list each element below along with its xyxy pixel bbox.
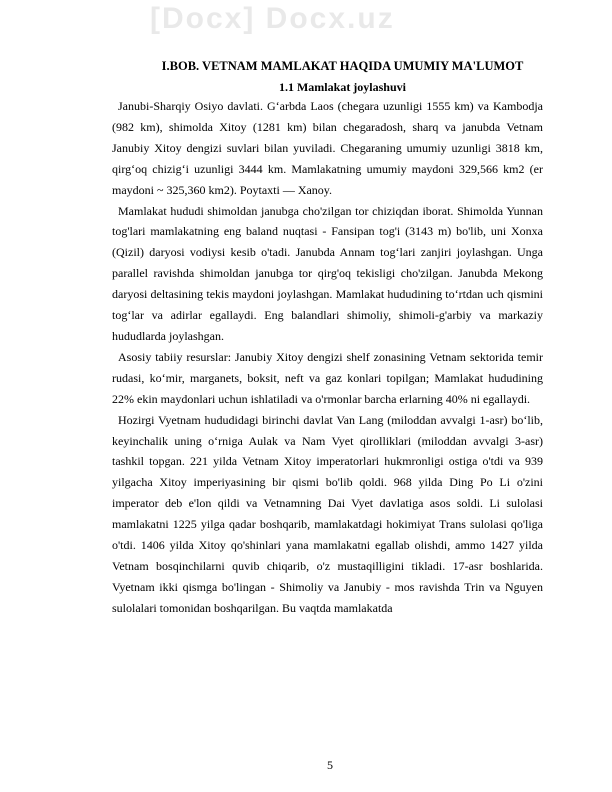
- page-number: 5: [327, 758, 333, 772]
- paragraph-relief: Mamlakat hududi shimoldan janubga cho'zilgan tor chiziqdan iborat. Shimolda Yunnan tog'lari mamlakatning eng baland nuqtasi - Fansipan tog'i (3143 m) bo'lib, uni Xonxa (Qizil) daryosi vodiysi kesib o'tadi. Janubda Annam tog‘lari zanjiri joylashgan. Unga parallel ravishda shimoldan janubga tor qirg'oq tekisligi cho'zilgan. Janubda Mekong daryosi deltasining tekis maydoni joylashgan. Mamlakat hududining to‘rtdan uch qismini tog‘lar va adirlar egallaydi. Eng balandlari shimoliy, shimoli-g'arbiy va markaziy hududlarda joylashgan.: [112, 203, 543, 343]
- paragraph-resources: Asosiy tabiiy resurslar: Janubiy Xitoy dengizi shelf zonasining Vetnam sektorida temir rudasi, ko‘mir, marganets, boksit, neft va gaz konlari topilgan; Mamlakat hududining 22% ekin maydonlari uchun ishlatiladi va o'rmonlar barcha erlarning 40% ni egallaydi.: [112, 349, 543, 406]
- section-heading: 1.1 Mamlakat joylashuvi: [278, 80, 406, 94]
- chapter-heading: I.BOB. VETNAM MAMLAKAT HAQIDA UMUMIY MA'LUMOT: [161, 59, 524, 73]
- watermark: [Docx] Docx.uz: [150, 2, 395, 35]
- paragraph-history: Hozirgi Vyetnam hududidagi birinchi davlat Van Lang (miloddan avvalgi 1-asr) bo‘lib, keyinchalik uning o‘rniga Aulak va Nam Vyet qirolliklari (miloddan avvalgi 3-asr) tashkil topgan. 221 yilda Vetnam Xitoy imperatorlari hukmronligi ostiga o'tdi va 939 yilgacha Xitoy imperiyasining bir qismi bo'lib qoldi. 968 yilda Ding Po Li o'zini imperator deb e'lon qildi va Vetnamning Dai Vyet davlatiga asos soldi. Li sulolasi mamlakatni 1225 yilga qadar boshqarib, mamlakatdagi hokimiyat Trans sulolasi qo'liga o'tdi. 1406 yilda Xitoy qo'shinlari yana mamlakatni egallab olishdi, ammo 1427 yilda Vetnam bosqinchilarni quvib chiqarib, o'z mustaqilligini tikladi. 17-asr boshlarida. Vyetnam ikki qismga bo'lingan - Shimoliy va Janubiy - mos ravishda Trin va Nguyen sulolalari tomonidan boshqarilgan. Bu vaqtda mamlakatda: [112, 412, 543, 615]
- document-page: [112, 58, 543, 619]
- paragraph-borders: Janubi-Sharqiy Osiyo davlati. G‘arbda Laos (chegara uzunligi 1555 km) va Kambodja (982 km), shimolda Xitoy (1281 km) bilan chegaradosh, sharq va janubda Vetnam Janubiy Xitoy dengizi suvlari bilan yuviladi. Chegaraning umumiy uzunligi 3818 km, qirg‘oq chizig‘i uzunligi 3444 km. Mamlakatning umumiy maydoni 329,566 km2 (er maydoni ~ 325,360 km2). Poytaxti — Xanoy.: [112, 99, 543, 197]
